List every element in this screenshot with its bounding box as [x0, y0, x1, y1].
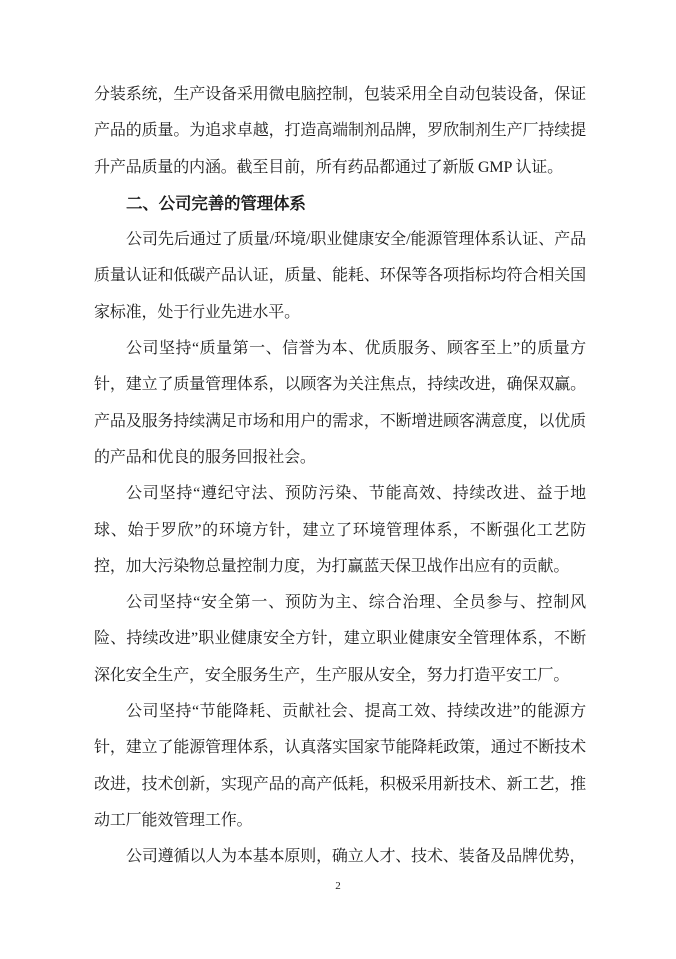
- paragraph-people-first: 公司遵循以人为本基本原则，确立人才、技术、装备及品牌优势，: [126, 848, 586, 866]
- page-number: 2: [335, 880, 341, 892]
- paragraph-environment-policy: 公司坚持“遵纪守法、预防污染、节能高效、持续改进、益于地球、始于罗欣”的环境方针，建立了环境管理体系，不断强化工艺防控，加大污染物总量控制力度，为打赢蓝天保卫战作出应有的贡献。: [94, 485, 586, 575]
- page-footer: [0, 876, 676, 894]
- paragraph-energy-policy: 公司坚持“节能降耗、贡献社会、提高工效、持续改进”的能源方针，建立了能源管理体系，认真落实国家节能降耗政策，通过不断技术改进，技术创新，实现产品的高产低耗，积极采用新技术、新工艺，推动工厂能效管理工作。: [94, 703, 586, 829]
- paragraph-quality-policy: 公司坚持“质量第一、信誉为本、优质服务、顾客至上”的质量方针，建立了质量管理体系，以顾客为关注焦点，持续改进，确保双赢。产品及服务持续满足市场和用户的需求，不断增进顾客满意度，以优质的产品和优良的服务回报社会。: [94, 340, 586, 466]
- section-heading-management-system: 二、公司完善的管理体系: [126, 193, 306, 213]
- paragraph-production-quality: 分装系统，生产设备采用微电脑控制，包装采用全自动包装设备，保证产品的质量。为追求卓越，打造高端制剂品牌，罗欣制剂生产厂持续提升产品质量的内涵。截至目前，所有药品都通过了新版 GMP 认证。: [94, 86, 586, 176]
- paragraph-safety-policy: 公司坚持“安全第一、预防为主、综合治理、全员参与、控制风险、持续改进”职业健康安全方针，建立职业健康安全管理体系，不断深化安全生产，安全服务生产，生产服从安全，努力打造平安工厂。: [94, 594, 586, 684]
- document-content: [94, 77, 586, 876]
- paragraph-certifications: 公司先后通过了质量/环境/职业健康安全/能源管理体系认证、产品质量认证和低碳产品认证，质量、能耗、环保等各项指标均符合相关国家标准，处于行业先进水平。: [94, 231, 586, 321]
